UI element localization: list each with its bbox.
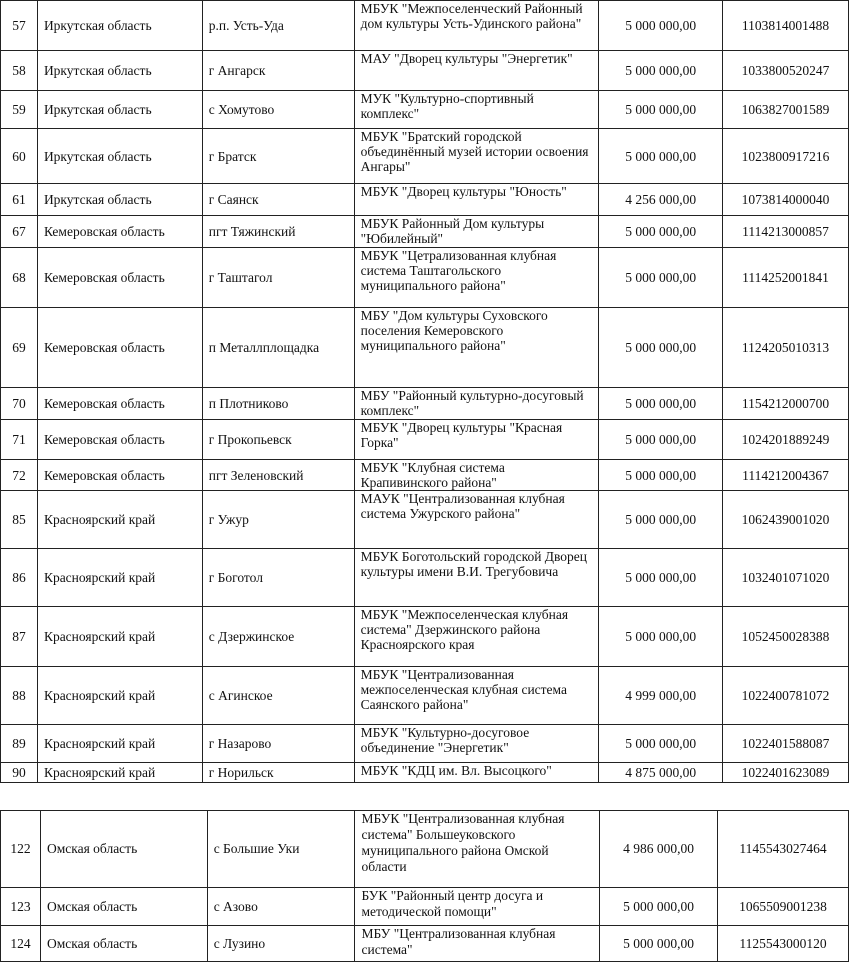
locality-cell: п Металлплощадка xyxy=(202,308,354,388)
organization-cell: МБУК "Дворец культуры "Красная Горка" xyxy=(354,420,599,460)
region-cell: Красноярский край xyxy=(37,549,202,607)
table-row xyxy=(1,607,849,667)
row-number-cell: 122 xyxy=(1,811,41,888)
table-row xyxy=(1,725,849,763)
table-row xyxy=(1,420,849,460)
locality-cell: с Агинское xyxy=(202,667,354,725)
amount-cell: 5 000 000,00 xyxy=(599,491,723,549)
table-row xyxy=(1,216,849,248)
ogrn-cell: 1052450028388 xyxy=(723,607,849,667)
locality-cell: г Ангарск xyxy=(202,51,354,91)
ogrn-cell: 1024201889249 xyxy=(723,420,849,460)
region-cell: Иркутская область xyxy=(37,91,202,129)
amount-cell: 4 875 000,00 xyxy=(599,763,723,783)
table-row xyxy=(1,388,849,420)
ogrn-cell: 1073814000040 xyxy=(723,184,849,216)
region-cell: Кемеровская область xyxy=(37,308,202,388)
locality-cell: г Саянск xyxy=(202,184,354,216)
ogrn-cell: 1022400781072 xyxy=(723,667,849,725)
amount-cell: 5 000 000,00 xyxy=(600,888,718,926)
table-row xyxy=(1,667,849,725)
ogrn-cell: 1022401588087 xyxy=(723,725,849,763)
locality-cell: г Назарово xyxy=(202,725,354,763)
row-number-cell: 70 xyxy=(1,388,38,420)
amount-cell: 5 000 000,00 xyxy=(599,388,723,420)
region-cell: Иркутская область xyxy=(37,184,202,216)
row-number-cell: 88 xyxy=(1,667,38,725)
locality-cell: г Норильск xyxy=(202,763,354,783)
locality-cell: г Таштагол xyxy=(202,248,354,308)
row-number-cell: 71 xyxy=(1,420,38,460)
table-row xyxy=(1,91,849,129)
row-number-cell: 90 xyxy=(1,763,38,783)
organization-cell: БУК "Районный центр досуга и методической помощи" xyxy=(355,888,600,926)
table-row xyxy=(1,460,849,491)
amount-cell: 5 000 000,00 xyxy=(599,549,723,607)
locality-cell: с Лузино xyxy=(207,926,355,962)
region-cell: Красноярский край xyxy=(37,763,202,783)
ogrn-cell: 1114252001841 xyxy=(723,248,849,308)
organization-cell: МБУК "Централизованная межпоселенческая клубная система Саянского района" xyxy=(354,667,599,725)
table-row xyxy=(1,888,849,926)
region-cell: Красноярский край xyxy=(37,667,202,725)
region-cell: Кемеровская область xyxy=(37,216,202,248)
organization-cell: МБУК "Культурно-досуговое объединение "Энергетик" xyxy=(354,725,599,763)
table-row xyxy=(1,926,849,962)
table-row xyxy=(1,184,849,216)
locality-cell: пгт Тяжинский xyxy=(202,216,354,248)
row-number-cell: 85 xyxy=(1,491,38,549)
amount-cell: 5 000 000,00 xyxy=(599,308,723,388)
organization-cell: МБУК "КДЦ им. Вл. Высоцкого" xyxy=(354,763,599,783)
row-number-cell: 61 xyxy=(1,184,38,216)
row-number-cell: 87 xyxy=(1,607,38,667)
region-cell: Иркутская область xyxy=(37,51,202,91)
ogrn-cell: 1022401623089 xyxy=(723,763,849,783)
amount-cell: 5 000 000,00 xyxy=(599,725,723,763)
organization-cell: МУК "Культурно-спортивный комплекс" xyxy=(354,91,599,129)
organization-cell: МБУК "Межпоселенческий Районный дом культуры Усть-Удинского района" xyxy=(354,1,599,51)
amount-cell: 4 999 000,00 xyxy=(599,667,723,725)
region-cell: Омская область xyxy=(40,811,207,888)
row-number-cell: 67 xyxy=(1,216,38,248)
row-number-cell: 86 xyxy=(1,549,38,607)
row-number-cell: 59 xyxy=(1,91,38,129)
amount-cell: 5 000 000,00 xyxy=(599,216,723,248)
locality-cell: с Дзержинское xyxy=(202,607,354,667)
table-row xyxy=(1,549,849,607)
organization-cell: МБУ "Районный культурно-досуговый комплекс" xyxy=(354,388,599,420)
ogrn-cell: 1063827001589 xyxy=(723,91,849,129)
row-number-cell: 124 xyxy=(1,926,41,962)
table-row xyxy=(1,1,849,51)
locality-cell: с Хомутово xyxy=(202,91,354,129)
table-row xyxy=(1,308,849,388)
region-cell: Иркутская область xyxy=(37,129,202,184)
region-cell: Красноярский край xyxy=(37,491,202,549)
amount-cell: 5 000 000,00 xyxy=(599,248,723,308)
organization-cell: МБУК Боготольский городской Дворец культуры имени В.И. Трегубовича xyxy=(354,549,599,607)
ogrn-cell: 1033800520247 xyxy=(723,51,849,91)
row-number-cell: 123 xyxy=(1,888,41,926)
organization-cell: МБУК Районный Дом культуры "Юбилейный" xyxy=(354,216,599,248)
organization-cell: МБУК "Братский городской объединённый музей истории освоения Ангары" xyxy=(354,129,599,184)
amount-cell: 5 000 000,00 xyxy=(599,420,723,460)
ogrn-cell: 1065509001238 xyxy=(718,888,849,926)
table-row xyxy=(1,763,849,783)
row-number-cell: 58 xyxy=(1,51,38,91)
region-cell: Омская область xyxy=(40,926,207,962)
row-number-cell: 60 xyxy=(1,129,38,184)
amount-cell: 5 000 000,00 xyxy=(599,51,723,91)
locality-cell: г Ужур xyxy=(202,491,354,549)
table-row xyxy=(1,811,849,888)
ogrn-cell: 1154212000700 xyxy=(723,388,849,420)
table-row xyxy=(1,248,849,308)
ogrn-cell: 1023800917216 xyxy=(723,129,849,184)
ogrn-cell: 1145543027464 xyxy=(718,811,849,888)
row-number-cell: 89 xyxy=(1,725,38,763)
ogrn-cell: 1114213000857 xyxy=(723,216,849,248)
locality-cell: с Азово xyxy=(207,888,355,926)
organization-cell: МБУК "Дворец культуры "Юность" xyxy=(354,184,599,216)
region-cell: Кемеровская область xyxy=(37,388,202,420)
organization-cell: МБУ "Централизованная клубная система" xyxy=(355,926,600,962)
ogrn-cell: 1103814001488 xyxy=(723,1,849,51)
row-number-cell: 72 xyxy=(1,460,38,491)
amount-cell: 5 000 000,00 xyxy=(599,607,723,667)
organization-cell: МБУК "Клубная система Крапивинского района" xyxy=(354,460,599,491)
amount-cell: 5 000 000,00 xyxy=(599,91,723,129)
locality-cell: пгт Зеленовский xyxy=(202,460,354,491)
locality-cell: г Братск xyxy=(202,129,354,184)
table-row xyxy=(1,491,849,549)
organization-cell: МБУК "Межпоселенческая клубная система" Дзержинского района Красноярского края xyxy=(354,607,599,667)
amount-cell: 5 000 000,00 xyxy=(600,926,718,962)
row-number-cell: 68 xyxy=(1,248,38,308)
amount-cell: 5 000 000,00 xyxy=(599,460,723,491)
locality-cell: г Прокопьевск xyxy=(202,420,354,460)
locality-cell: г Боготол xyxy=(202,549,354,607)
row-number-cell: 69 xyxy=(1,308,38,388)
row-number-cell: 57 xyxy=(1,1,38,51)
locality-cell: р.п. Усть-Уда xyxy=(202,1,354,51)
amount-cell: 4 256 000,00 xyxy=(599,184,723,216)
ogrn-cell: 1114212004367 xyxy=(723,460,849,491)
region-cell: Красноярский край xyxy=(37,725,202,763)
region-cell: Кемеровская область xyxy=(37,460,202,491)
amount-cell: 5 000 000,00 xyxy=(599,129,723,184)
region-cell: Иркутская область xyxy=(37,1,202,51)
grants-table-part-2 xyxy=(0,810,849,962)
organization-cell: МБУК "Централизованная клубная система" Большеуковского муниципального района Омской области xyxy=(355,811,600,888)
region-cell: Красноярский край xyxy=(37,607,202,667)
locality-cell: п Плотниково xyxy=(202,388,354,420)
organization-cell: МАУ "Дворец культуры "Энергетик" xyxy=(354,51,599,91)
ogrn-cell: 1124205010313 xyxy=(723,308,849,388)
table-row xyxy=(1,51,849,91)
amount-cell: 5 000 000,00 xyxy=(599,1,723,51)
ogrn-cell: 1125543000120 xyxy=(718,926,849,962)
region-cell: Кемеровская область xyxy=(37,420,202,460)
table-row xyxy=(1,129,849,184)
organization-cell: МАУК "Централизованная клубная система Ужурского района" xyxy=(354,491,599,549)
region-cell: Кемеровская область xyxy=(37,248,202,308)
organization-cell: МБУ "Дом культуры Суховского поселения Кемеровского муниципального района" xyxy=(354,308,599,388)
organization-cell: МБУК "Цетрализованная клубная система Таштагольского муниципального района" xyxy=(354,248,599,308)
amount-cell: 4 986 000,00 xyxy=(600,811,718,888)
ogrn-cell: 1032401071020 xyxy=(723,549,849,607)
locality-cell: с Большие Уки xyxy=(207,811,355,888)
ogrn-cell: 1062439001020 xyxy=(723,491,849,549)
region-cell: Омская область xyxy=(40,888,207,926)
